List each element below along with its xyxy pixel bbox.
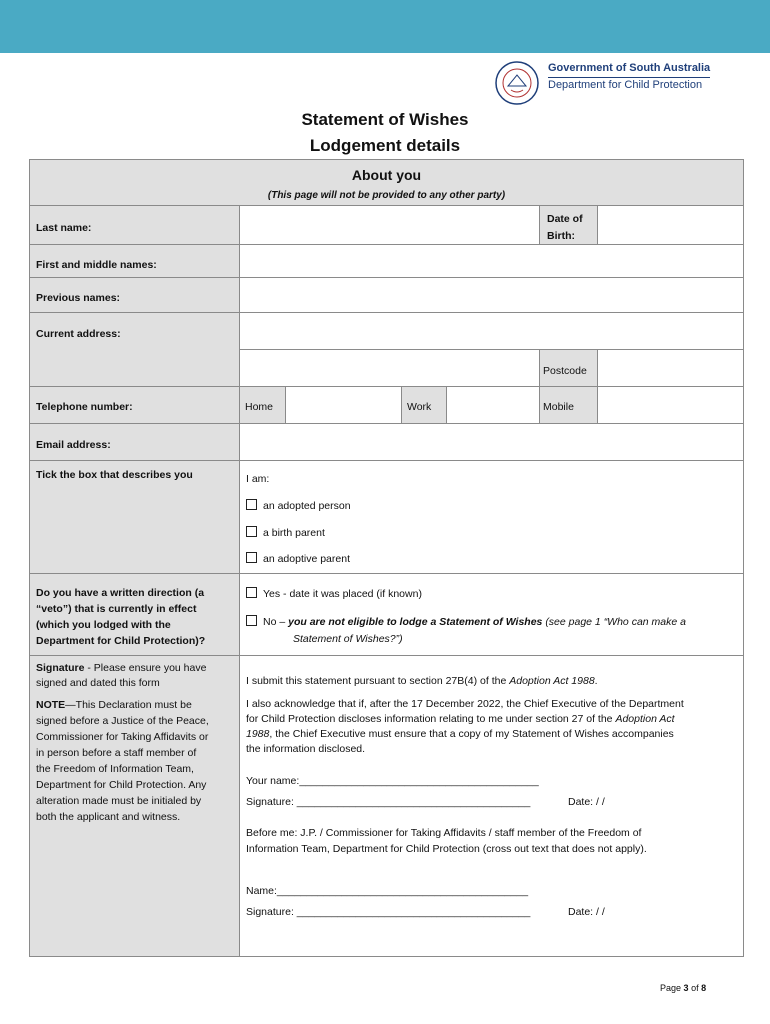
checkbox-adopted-person[interactable] [246,499,257,510]
last-name-label: Last name: [36,222,92,234]
postcode-field[interactable] [598,350,743,385]
current-address-label: Current address: [36,328,121,340]
submit-act: Adoption Act 1988 [509,675,595,687]
sa-government-logo [494,60,540,106]
veto-label-line2: “veto”) that is currently in effect [36,603,197,615]
signature-instruction-text: - Please ensure you have [84,662,207,674]
mobile-label: Mobile [543,401,574,413]
grid-line [29,159,30,957]
option-label: an adopted person [263,500,351,512]
acknowledge-line3 [246,727,674,742]
home-label: Home [245,401,274,413]
grid-line [29,460,744,461]
veto-yes-label: Yes - date it was placed (if known) [263,588,422,600]
option-adoptive-parent[interactable] [246,552,350,567]
dob-label-line1: Date of [547,213,583,225]
work-label: Work [407,401,432,413]
veto-label-line3: (which you lodged with the [36,619,171,631]
acknowledge-text: for Child Protection discloses information relating to me under section 27 of the [246,713,613,725]
postcode-label: Postcode [543,365,587,377]
veto-no-prefix: No – [263,616,286,628]
work-phone-field[interactable] [447,387,538,422]
acknowledge-line1: I also acknowledge that if, after the 17 December 2022, the Chief Executive of the Department [246,698,684,710]
document-title: Statement of Wishes [301,110,469,129]
header-rule [548,77,710,78]
grid-line [29,159,744,160]
note-line5: the Freedom of Information Team, [36,763,194,775]
witness-date-field[interactable]: Date: / / [568,906,605,918]
grid-line [29,655,744,656]
checkbox-veto-no[interactable] [246,615,257,626]
email-field[interactable] [240,424,743,459]
option-birth-parent[interactable] [246,526,325,541]
veto-no-option[interactable] [246,615,686,630]
applicant-date-field[interactable]: Date: / / [568,796,605,808]
note-heading: NOTE [36,699,66,711]
last-name-field[interactable] [240,206,538,243]
government-name: Government of South Australia [548,62,711,74]
dob-label-line2: Birth: [547,230,575,242]
grid-line [29,956,744,957]
section-subheading: (This page will not be provided to any other party) [267,190,506,201]
department-name: Department for Child Protection [548,79,703,91]
before-me-line2: Information Team, Department for Child Protection (cross out text that does not apply). [246,843,647,855]
note-line3: Commissioner for Taking Affidavits or [36,731,209,743]
page-current: 3 [683,983,689,993]
option-label: a birth parent [263,527,325,539]
previous-names-field[interactable] [240,278,743,311]
before-me-line1: Before me: J.P. / Commissioner for Taking Affidavits / staff member of the Freedom of [246,827,642,839]
grid-line [29,573,744,574]
veto-yes-option[interactable] [246,587,422,602]
label-column [29,205,239,957]
i-am-label: I am: [246,473,270,485]
witness-name-field[interactable]: Name:___________________________________________ [246,885,529,897]
submit-statement: I submit this statement pursuant to section 27B(4) of the Adoption Act 1988. [246,675,598,687]
grid-line [539,205,540,244]
acknowledge-year: 1988 [246,728,270,740]
veto-no-warning: you are not eligible to lodge a Statement of Wishes [288,616,543,628]
telephone-label: Telephone number: [36,401,133,413]
applicant-signature-field[interactable]: Signature: ________________________________________ [246,796,531,808]
tick-box-label: Tick the box that describes you [36,469,193,481]
grid-line [539,349,540,423]
checkbox-adoptive-parent[interactable] [246,552,257,563]
page-total: 8 [701,983,707,993]
note-line6: Department for Child Protection. Any [36,779,207,791]
option-adopted-person[interactable] [246,499,351,514]
document-subtitle: Lodgement details [309,136,461,155]
note-line1 [36,698,192,713]
checkbox-birth-parent[interactable] [246,526,257,537]
email-label: Email address: [36,439,111,451]
veto-no-reference-line2: Statement of Wishes?”) [293,633,403,645]
first-middle-names-label: First and middle names: [36,259,157,271]
first-middle-names-field[interactable] [240,245,743,276]
veto-label-line1: Do you have a written direction (a [36,587,205,599]
acknowledge-line2 [246,712,675,727]
mobile-phone-field[interactable] [598,387,743,422]
note-line4: in person before a staff member of [36,747,197,759]
about-you-header [29,159,744,205]
address-line2-field[interactable] [240,350,538,385]
signature-instruction-line2: signed and dated this form [36,677,160,689]
page-of: of [691,983,699,993]
option-label: an adoptive parent [263,553,350,565]
note-line8: both the applicant and witness. [36,811,181,823]
grid-line [743,159,744,957]
submit-text: I submit this statement pursuant to section 27B(4) of the [246,675,507,687]
date-of-birth-field[interactable] [598,206,743,243]
current-address-field[interactable] [240,313,743,348]
your-name-field[interactable]: Your name:_________________________________________ [246,775,539,787]
section-heading: About you [351,167,422,183]
signature-instruction [36,661,206,676]
veto-label-line4: Department for Child Protection)? [36,635,206,647]
acknowledge-text: , the Chief Executive must ensure that a copy of my Statement of Wishes accompanies [269,728,674,740]
page-prefix: Page [660,983,682,993]
note-line7: alteration made must be initialed by [36,795,202,807]
acknowledge-act: Adoption Act [615,713,675,725]
acknowledge-line4: the information disclosed. [246,743,366,755]
home-phone-field[interactable] [286,387,400,422]
page-number [660,983,706,993]
checkbox-veto-yes[interactable] [246,587,257,598]
signature-heading: Signature [36,662,85,674]
witness-signature-field[interactable]: Signature: ________________________________________ [246,906,531,918]
note-line2: signed before a Justice of the Peace, [36,715,209,727]
previous-names-label: Previous names: [36,292,121,304]
grid-line [401,386,402,423]
top-banner [0,0,770,53]
veto-no-reference: (see page 1 “Who can make a [545,616,686,628]
note-text: —This Declaration must be [65,699,192,711]
